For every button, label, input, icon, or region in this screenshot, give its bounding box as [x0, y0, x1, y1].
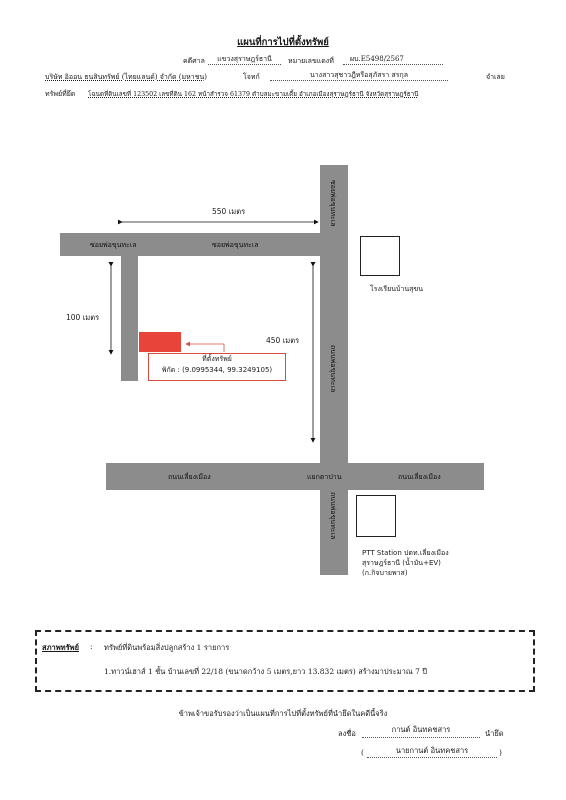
page-title: แผนที่การไปที่ตั้งทรัพย์	[237, 37, 329, 48]
summary-line-1: ทรัพย์ที่ดินพร้อมสิ่งปลูกสร้าง 1 รายการ	[104, 643, 230, 652]
open-paren: (	[361, 748, 364, 757]
junction-label: แยกตาปาน	[307, 473, 342, 481]
ptt-line-3: (ก.กิจบายพาส)	[362, 569, 408, 577]
road-label-vertical-mid: ถนนพ่อขุนทะเล	[329, 345, 337, 393]
court-value: แขวงสุราษฎร์ธานี	[217, 55, 272, 63]
property-plot-marker	[139, 332, 181, 352]
defendant-name: นางสาวสุชาวฎีหรือสุภัสรา สรกุล	[309, 71, 409, 79]
property-value: โฉนดที่ดินเลขที่ 123502 เลขที่ดิน 162 หน้าสำรวจ 61379 ตำบลมะขามเตี้ย อำเภอเมืองสุราษฎร์ธานี จังหวัดสุราษฎร์ธานี	[88, 91, 419, 98]
ptt-line-2: สุราษฎร์ธานี (น้ำมัน+EV)	[362, 559, 441, 567]
case-no-value: ผบ.E5498/2567	[350, 55, 404, 63]
property-summary-box	[35, 630, 535, 692]
road-label-top-mid: ซอยพ่อขุนทะเล	[212, 241, 259, 249]
court-label: คดีศาล	[183, 57, 205, 65]
plaintiff-name: บริษัท อิออน ธนสินทรัพย์ (ไทยแลนด์) จำกัด (มหาชน)	[45, 73, 207, 81]
distance-550-label: 550 เมตร	[212, 207, 246, 216]
printed-name: นายกานต์ อินทคชสาร	[395, 746, 469, 755]
summary-colon: :	[90, 642, 93, 651]
road-label-vertical-top: ซอยพ่อขุนทะเล	[329, 180, 337, 227]
distance-450-label: 450 เมตร	[266, 336, 300, 345]
distance-100-label: 100 เมตร	[66, 313, 100, 322]
case-no-label: หมายเลขแดงที่	[288, 57, 334, 65]
site-label: ที่ตั้งทรัพย์	[202, 355, 232, 363]
plaintiff-label: โจทก์	[243, 73, 260, 81]
property-callout	[148, 353, 286, 381]
signature: กานต์ อินทคชสาร	[391, 725, 451, 734]
certification-statement: ข้าพเจ้าขอรับรองว่าเป็นแผนที่การไปที่ตั้งทรัพย์ที่นำยึดในคดีนี้จริง	[178, 709, 388, 718]
close-paren: )	[499, 748, 502, 757]
ptt-line-1: PTT Station ปตท.เลี่ยงเมือง	[362, 549, 449, 557]
road-label-top-left: ซอยพ่อขุนทะเล	[90, 241, 137, 249]
road-label-bottom-right: ถนนเลี่ยงเมือง	[398, 473, 441, 481]
summary-label: สภาพทรัพย์	[42, 643, 79, 652]
site-coordinates: พิกัด : (9.0995344, 99.3249105)	[161, 366, 273, 374]
summary-line-2: 1.ทาวน์เฮาส์ 1 ชั้น บ้านเลขที่ 22/18 (ขนาดกว้าง 5 เมตร,ยาว 13.832 เมตร) สร้างมาประมาณ 7 ปี	[104, 667, 428, 676]
role-label: นำยึด	[485, 729, 504, 738]
defendant-label: จำเลย	[486, 73, 505, 81]
property-label: ทรัพย์ที่ยึด	[45, 90, 76, 98]
road-label-vertical-bottom: ถนนพ่อขุนทะเล	[329, 492, 337, 540]
sign-label: ลงชื่อ	[338, 729, 356, 738]
school-label: โรงเรียนบ้านสุขน	[370, 285, 423, 293]
road-label-bottom-left: ถนนเลี่ยงเมือง	[168, 473, 211, 481]
